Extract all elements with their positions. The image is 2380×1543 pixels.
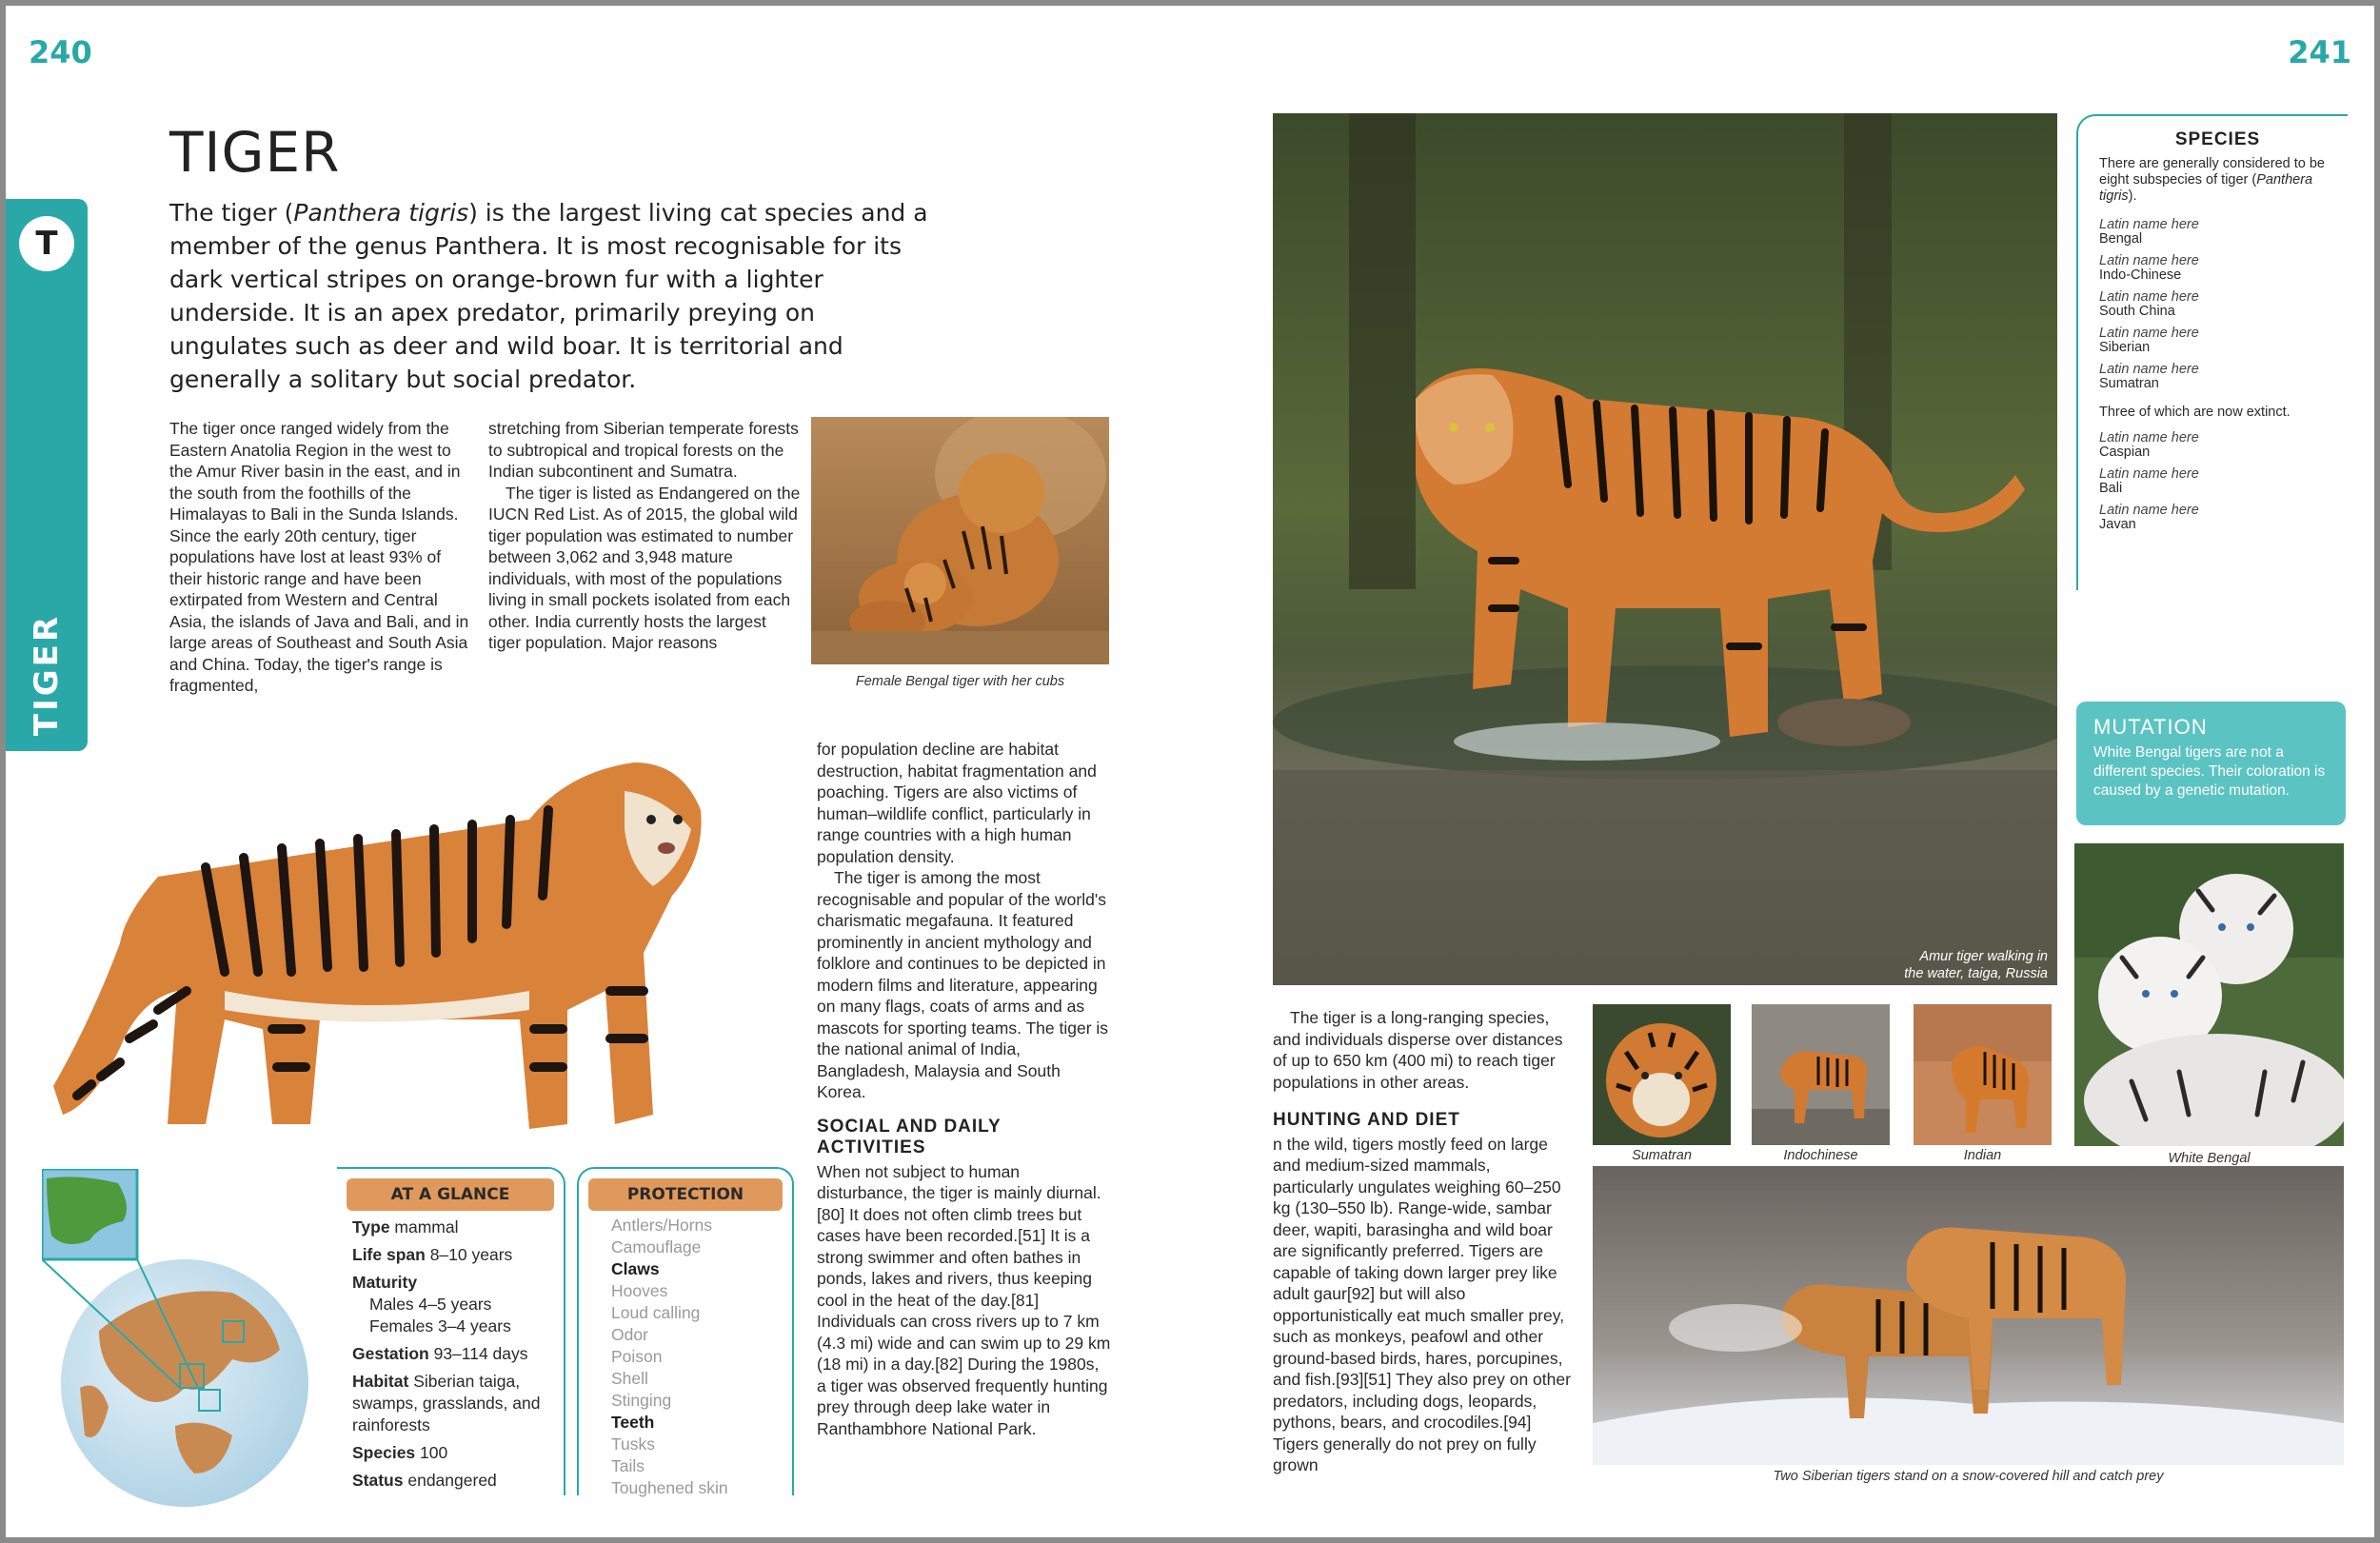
photo-white-bengal bbox=[2074, 843, 2344, 1146]
species-entry: Latin name here Sumatran bbox=[2099, 362, 2199, 391]
glance-maturity: Maturity Males 4–5 years Females 3–4 years bbox=[352, 1272, 543, 1337]
protection-list bbox=[611, 1215, 728, 1499]
range-text: The tiger is a long-ranging species, and individuals disperse over distances of up to 650 km (400 mi) to reach tiger populations in other areas. bbox=[1273, 1008, 1563, 1092]
protection-item: Toughened skin bbox=[611, 1478, 728, 1497]
caption-white-bengal: White Bengal bbox=[2168, 1151, 2251, 1166]
page-number-left: 240 bbox=[29, 34, 92, 70]
species-entry: Latin name here Siberian bbox=[2099, 326, 2199, 355]
protection-heading: PROTECTION bbox=[588, 1178, 783, 1211]
glance-species: Species 100 bbox=[352, 1443, 448, 1462]
at-a-glance-list bbox=[352, 1217, 543, 1497]
protection-item: Teeth bbox=[611, 1413, 655, 1432]
intro-paragraph: The tiger (Panthera tigris) is the largest living cat species and a member of the genus Panthera. It is most recognisable for its dark vertical stripes on orange-brown fur with a lighter underside. It is an apex predator, primarily preying on ungulates such as deer and wild boar. It is territorial and generally a solitary but social predator. bbox=[169, 199, 928, 393]
photo-sumatran bbox=[1593, 1004, 1731, 1145]
index-tab-letter: T bbox=[19, 216, 74, 271]
species-entry: Latin name here Caspian bbox=[2099, 430, 2199, 460]
photo-indian bbox=[1914, 1004, 2052, 1145]
protection-item: Claws bbox=[611, 1259, 660, 1278]
text-column-2 bbox=[488, 418, 803, 654]
index-tab-word: TIGER bbox=[28, 613, 66, 737]
protection-item: Poison bbox=[611, 1347, 663, 1366]
mutation-heading: MUTATION bbox=[2093, 715, 2208, 739]
photo-siberian-tigers-snow bbox=[1593, 1166, 2344, 1465]
column-1-text: The tiger once ranged widely from the Eastern Anatolia Region in the west to the Amur River basin in the east, and in the south from the foothills of the Himalayas to Bali in the Sunda Islands. Since the early 20th century, tiger populations have lost at least 93% of their historic range and have been extirpated from Western and Central Asia, the islands of Java and Bali, and in large areas of Southeast and South Asia and China. Today, the tiger's range is fragmented, bbox=[169, 419, 469, 695]
protection-item: Stinging bbox=[611, 1391, 672, 1410]
species-description: There are generally considered to be eight subspecies of tiger (Panthera tigris). bbox=[2099, 156, 2325, 204]
glance-habitat: Habitat Siberian taiga, swamps, grasslands, and rainforests bbox=[352, 1372, 541, 1434]
caption-cubs: Female Bengal tiger with her cubs bbox=[855, 674, 1065, 689]
column-2-text-a: stretching from Siberian temperate forests to subtropical and tropical forests on the Indian subcontinent and Sumatra. bbox=[488, 419, 799, 481]
glance-status: Status endangered bbox=[352, 1471, 497, 1490]
glance-type: Type mammal bbox=[352, 1217, 459, 1236]
index-tab bbox=[6, 199, 88, 751]
species-entry: Latin name here South China bbox=[2099, 289, 2199, 319]
photo-amur-tiger-water bbox=[1273, 113, 2057, 985]
species-entry: Latin name here Javan bbox=[2099, 503, 2199, 532]
species-extinct-list bbox=[2099, 431, 2336, 532]
heading-hunting: HUNTING AND DIET bbox=[1273, 1110, 1460, 1130]
range-map-globe bbox=[42, 1169, 327, 1512]
protection-item: Tusks bbox=[611, 1434, 656, 1454]
glance-gestation: Gestation 93–114 days bbox=[352, 1344, 528, 1363]
species-extinct-note: Three of which are now extinct. bbox=[2099, 405, 2291, 420]
species-heading: SPECIES bbox=[2174, 129, 2261, 149]
illustration-standing-tiger bbox=[34, 705, 758, 1153]
column-3-text-a: for population decline are habitat destruction, habitat fragmentation and poaching. Tigers are also victims of human–wildlife conflict, particularly in range countries with a high human population density. bbox=[817, 740, 1097, 866]
protection-item: Odor bbox=[611, 1325, 648, 1344]
column-3-text-b: The tiger is among the most recognisable and popular of the world's charismatic megafauna. It featured prominently in ancient mythology and folklore and continues to be depicted in modern films and literature, appearing on many flags, coats of arms and as mascots for sporting teams. The tiger is the national animal of India, Bangladesh, Malaysia and South Korea. bbox=[817, 868, 1109, 1101]
species-living-list bbox=[2099, 218, 2336, 391]
species-entry: Latin name here Indo-Chinese bbox=[2099, 253, 2199, 283]
mutation-box bbox=[2076, 702, 2346, 825]
glance-life-span: Life span 8–10 years bbox=[352, 1245, 513, 1264]
photo-bengal-tiger-cubs bbox=[811, 417, 1109, 664]
protection-box bbox=[577, 1167, 794, 1495]
species-box bbox=[2076, 114, 2348, 590]
column-2-text-b: The tiger is listed as Endangered on the IUCN Red List. As of 2015, the global wild tiger population was estimated to number between 3,062 and 3,948 mature individuals, with most of the populations living in small pockets isolated from each other. India currently hosts the largest tiger population. Major reasons bbox=[488, 483, 801, 652]
at-a-glance-box bbox=[337, 1167, 565, 1495]
caption-sumatran: Sumatran bbox=[1632, 1148, 1692, 1163]
photo-indochinese bbox=[1752, 1004, 1890, 1145]
protection-item: Antlers/Horns bbox=[611, 1216, 713, 1235]
protection-item: Loud calling bbox=[611, 1303, 701, 1322]
book-spread bbox=[6, 6, 2374, 1537]
glance-maturity-males: Males 4–5 years bbox=[369, 1295, 492, 1314]
species-entry: Latin name here Bali bbox=[2099, 466, 2199, 496]
caption-indochinese: Indochinese bbox=[1783, 1148, 1858, 1163]
text-column-4 bbox=[1273, 1007, 1576, 1476]
text-column-3 bbox=[817, 739, 1112, 1439]
protection-item: Shell bbox=[611, 1369, 648, 1388]
text-column-1 bbox=[169, 418, 472, 697]
species-entry: Latin name here Bengal bbox=[2099, 217, 2199, 247]
protection-item: Hooves bbox=[611, 1281, 668, 1300]
caption-indian: Indian bbox=[1963, 1148, 2002, 1163]
hunting-text: n the wild, tigers mostly feed on large and medium-sized mammals, particularly ungulates weighing 60–250 kg (130–550 lb). Range-wide, sambar deer, wapiti, barasingha and wild boar are significantly preferred. Tigers are capable of taking down larger prey like adult gaur[92] but will also opportunistically eat much smaller prey, such as monkeys, peafowl and other ground-based birds, hares, porcupines, and fish.[93][51] They also prey on other predators, including dogs, leopards, pythons, bears, and crocodiles.[94] Tigers generally do not prey on fully grown bbox=[1273, 1134, 1571, 1474]
page-number-right: 241 bbox=[2288, 34, 2351, 70]
intro-latin-name: Panthera tigris bbox=[293, 199, 469, 227]
social-text: When not subject to human disturbance, the tiger is mainly diurnal.[80] It does not often climb trees but cases have been recorded.[51] It is a strong swimmer and often bathes in ponds, lakes and rivers, thus keeping cool in the heat of the day.[81] Individuals can cross rivers up to 7 km (4.3 mi) wide and can swim up to 29 km (18 mi) in a day.[82] During the 1980s, a tiger was observed frequently hunting prey through deep lake water in Ranthambhore National Park. bbox=[817, 1161, 1111, 1438]
mutation-text: White Bengal tigers are not a different species. Their coloration is caused by a genetic mutation. bbox=[2093, 744, 2326, 799]
at-a-glance-heading: AT A GLANCE bbox=[347, 1178, 554, 1211]
protection-item: Camouflage bbox=[611, 1237, 702, 1256]
caption-amur: Amur tiger walking in the water, taiga, Russia bbox=[1904, 949, 2048, 981]
glance-maturity-females: Females 3–4 years bbox=[369, 1316, 511, 1335]
page-title: TIGER bbox=[169, 120, 341, 185]
heading-social: SOCIAL AND DAILY ACTIVITIES bbox=[817, 1116, 1002, 1157]
caption-siberian: Two Siberian tigers stand on a snow-covered hill and catch prey bbox=[1773, 1469, 2164, 1484]
protection-item: Tails bbox=[611, 1456, 645, 1475]
